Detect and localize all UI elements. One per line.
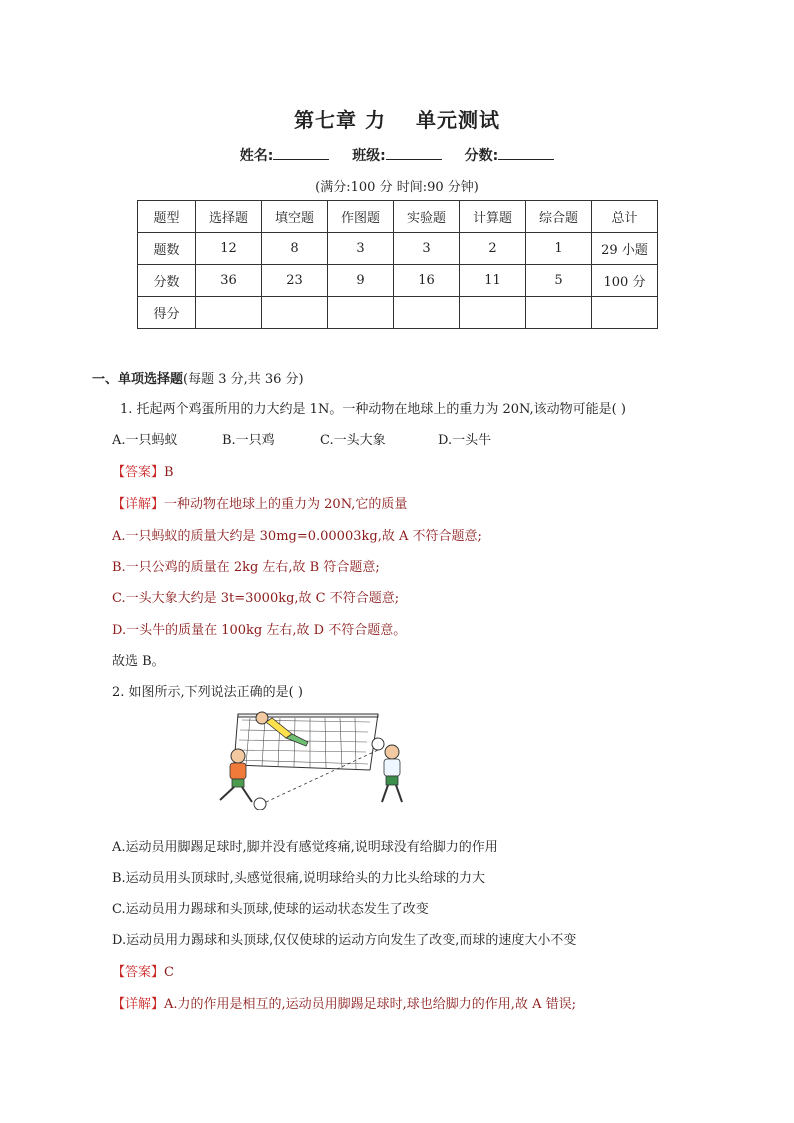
score-blank[interactable] bbox=[498, 147, 554, 160]
table-cell: 16 bbox=[394, 265, 460, 297]
table-cell: 实验题 bbox=[394, 201, 460, 233]
table-cell: 题型 bbox=[138, 201, 196, 233]
table-cell: 填空题 bbox=[262, 201, 328, 233]
table-cell: 3 bbox=[328, 233, 394, 265]
detail-tag: 【详解】 bbox=[112, 997, 165, 1012]
question-2-detail bbox=[112, 993, 576, 1012]
heading-player bbox=[372, 738, 402, 802]
detail-line: C.一头大象大约是 3t=3000kg,故 C 不符合题意; bbox=[112, 591, 400, 606]
table-cell: 29 小题 bbox=[592, 233, 658, 265]
kicking-player bbox=[220, 749, 252, 802]
soccer-ball bbox=[254, 798, 266, 810]
answer-value: B bbox=[164, 465, 174, 480]
score-entry-cell[interactable] bbox=[394, 297, 460, 329]
student-info-line bbox=[0, 145, 794, 165]
name-blank[interactable] bbox=[273, 147, 329, 160]
question-1-answer bbox=[112, 461, 174, 480]
question-2-stem: 2. 如图所示,下列说法正确的是( ) bbox=[112, 685, 303, 700]
question-2-answer bbox=[112, 961, 174, 980]
class-label: 班级: bbox=[352, 148, 386, 164]
name-label: 姓名: bbox=[239, 148, 274, 164]
table-cell: 总计 bbox=[592, 201, 658, 233]
detail-text: A.力的作用是相互的,运动员用脚踢足球时,球也给脚力的作用,故 A 错误; bbox=[164, 997, 576, 1012]
score-entry-cell[interactable] bbox=[328, 297, 394, 329]
score-entry-cell[interactable] bbox=[592, 297, 658, 329]
table-row bbox=[138, 297, 658, 329]
table-row bbox=[138, 201, 658, 233]
table-cell: 选择题 bbox=[196, 201, 262, 233]
option-d: D.一头牛 bbox=[438, 433, 492, 448]
option-d: D.运动员用力踢球和头顶球,仅仅使球的运动方向发生了改变,而球的速度大小不变 bbox=[112, 933, 577, 948]
table-row bbox=[138, 265, 658, 297]
option-b: B.运动员用头顶球时,头感觉很痛,说明球给头的力比头给球的力大 bbox=[112, 871, 485, 886]
table-cell: 1 bbox=[526, 233, 592, 265]
detail-text: 一种动物在地球上的重力为 20N,它的质量 bbox=[164, 497, 408, 512]
score-table bbox=[137, 200, 658, 329]
question-1-stem: 1. 托起两个鸡蛋所用的力大约是 1N。一种动物在地球上的重力为 20N,该动物可能是( ) bbox=[120, 402, 626, 417]
answer-tag: 【答案】 bbox=[112, 465, 165, 480]
table-cell: 作图题 bbox=[328, 201, 394, 233]
section-note: (每题 3 分,共 36 分) bbox=[183, 372, 304, 387]
option-c: C.一头大象 bbox=[320, 433, 386, 448]
score-entry-cell[interactable] bbox=[460, 297, 526, 329]
answer-value: C bbox=[164, 965, 174, 980]
detail-line: D.一头牛的质量在 100kg 左右,故 D 不符合题意。 bbox=[112, 623, 407, 638]
exam-subtitle: (满分:100 分 时间:90 分钟) bbox=[315, 180, 479, 195]
soccer-illustration bbox=[210, 710, 425, 810]
page-title bbox=[0, 104, 794, 133]
table-cell: 题数 bbox=[138, 233, 196, 265]
table-row bbox=[138, 233, 658, 265]
score-entry-cell[interactable] bbox=[526, 297, 592, 329]
score-entry-cell[interactable] bbox=[262, 297, 328, 329]
section-heading bbox=[92, 368, 304, 387]
table-cell: 9 bbox=[328, 265, 394, 297]
question-1-detail bbox=[112, 493, 407, 512]
option-a: A.运动员用脚踢足球时,脚并没有感觉疼痛,说明球没有给脚力的作用 bbox=[112, 840, 498, 855]
table-cell: 36 bbox=[196, 265, 262, 297]
table-cell: 得分 bbox=[138, 297, 196, 329]
option-b: B.一只鸡 bbox=[222, 433, 275, 448]
question-1-conclusion: 故选 B。 bbox=[112, 654, 165, 669]
table-cell: 11 bbox=[460, 265, 526, 297]
table-cell: 12 bbox=[196, 233, 262, 265]
score-entry-cell[interactable] bbox=[196, 297, 262, 329]
title-test: 单元测试 bbox=[415, 108, 500, 132]
table-cell: 分数 bbox=[138, 265, 196, 297]
option-c: C.运动员用力踢球和头顶球,使球的运动状态发生了改变 bbox=[112, 902, 429, 917]
table-cell: 综合题 bbox=[526, 201, 592, 233]
section-title: 一、单项选择题 bbox=[92, 372, 184, 387]
table-cell: 计算题 bbox=[460, 201, 526, 233]
detail-tag: 【详解】 bbox=[112, 497, 165, 512]
table-cell: 100 分 bbox=[592, 265, 658, 297]
score-label: 分数: bbox=[464, 148, 499, 164]
table-cell: 3 bbox=[394, 233, 460, 265]
option-a: A.一只蚂蚁 bbox=[112, 433, 178, 448]
detail-line: A.一只蚂蚁的质量大约是 30mg=0.00003kg,故 A 不符合题意; bbox=[112, 529, 482, 544]
table-cell: 5 bbox=[526, 265, 592, 297]
question-1-options bbox=[112, 429, 491, 448]
detail-line: B.一只公鸡的质量在 2kg 左右,故 B 符合题意; bbox=[112, 560, 380, 575]
ball-trajectory bbox=[266, 750, 378, 802]
table-cell: 23 bbox=[262, 265, 328, 297]
class-blank[interactable] bbox=[386, 147, 442, 160]
answer-tag: 【答案】 bbox=[112, 965, 165, 980]
table-cell: 8 bbox=[262, 233, 328, 265]
table-cell: 2 bbox=[460, 233, 526, 265]
title-chapter: 第七章 力 bbox=[294, 108, 386, 132]
